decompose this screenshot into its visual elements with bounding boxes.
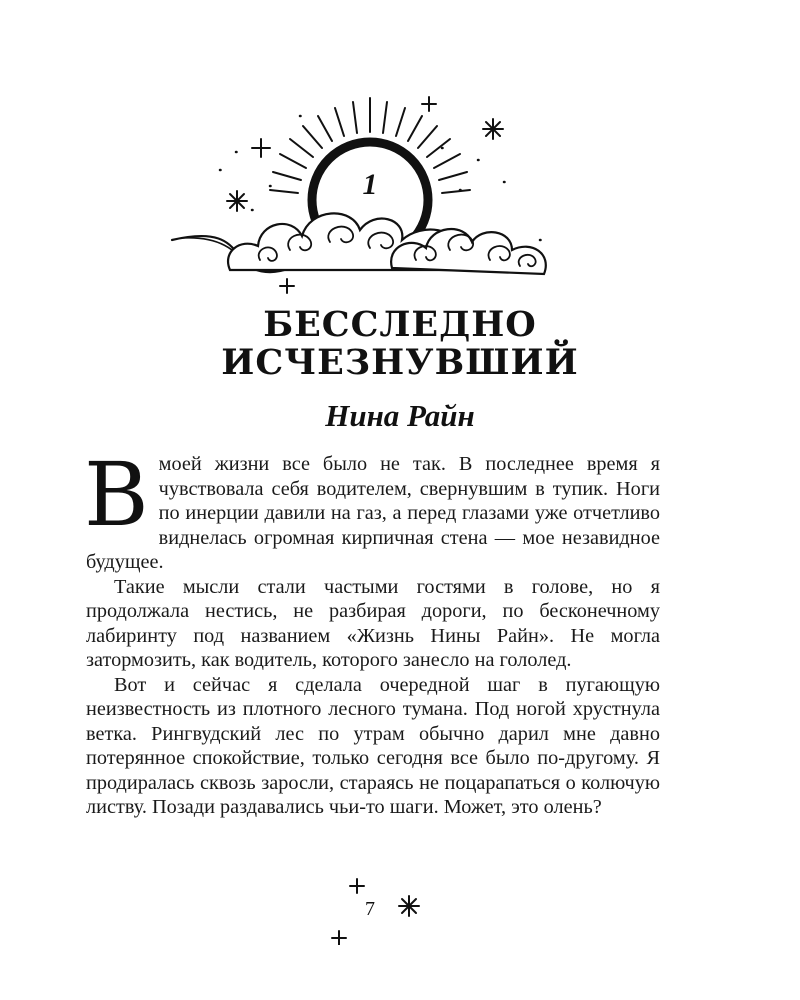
chapter-body — [84, 443, 660, 820]
chapter-title — [100, 306, 700, 382]
drop-cap: В — [84, 443, 149, 546]
paragraph-3: Вот и сейчас я сделала очередной шаг в пугающую неизвестность из плотного лесного тумана. Под ногой хрустнула ветка. Рингвудский лес по утрам обычно дарил мне давно потерянное спокойствие, только сегодня все было по-другому. Я продиралась сквозь заросли, стараясь не поцарапаться о колючую листву. Позади раздавались чьи-то шаги. Может, это олень? — [86, 673, 660, 818]
paragraph-2: Такие мысли стали частыми гостями в голове, но я продолжала нестись, не разбирая дороги, по бесконечному лабиринту под названием «Жизнь Нины Райн». Не могла затормозить, как водитель, которого занесло на гололед. — [86, 575, 660, 671]
paragraph-1-text: моей жизни все было не так. В последнее время я чувствовала себя водителем, свернувшим в тупик. Ноги по инерции давили на газ, а перед глазами уже отчетливо виднелась огромная кирпичная стена — мое незавидное будущее. — [86, 453, 660, 573]
author-name: Нина Райн — [325, 398, 475, 433]
chapter-title-line-2: ИСЧЕЗНУВШИЙ — [221, 342, 579, 383]
chapter-number: 1 — [362, 168, 378, 201]
page-number: 7 — [365, 898, 375, 920]
chapter-title-line-1: БЕССЛЕДНО — [263, 304, 537, 345]
paragraph-1 — [84, 443, 660, 575]
